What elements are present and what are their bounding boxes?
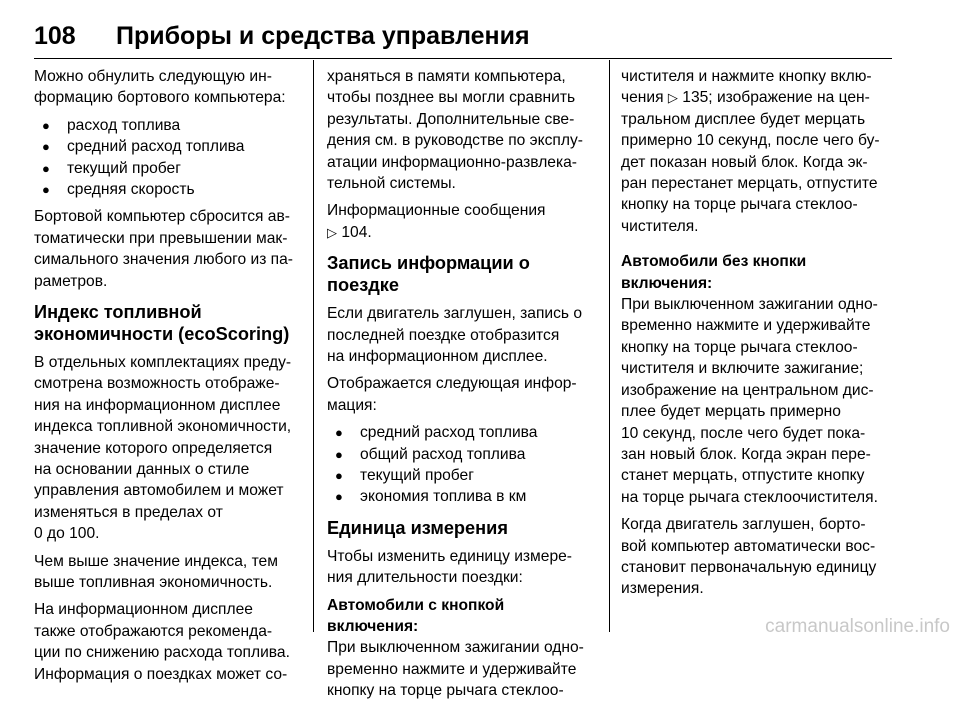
unit-heading: Единица измерения <box>327 517 508 538</box>
reset-note: Бортовой компьютер сбросится ав- томатически при превышении мак- симального значения любого из па- раметров. <box>34 208 293 290</box>
with-button-label: Автомобили с кнопкой включения: <box>327 596 505 636</box>
trip-list <box>327 422 597 508</box>
list-item: ● средняя скорость <box>34 179 302 200</box>
watermark: carmanualsonline.info <box>765 616 950 637</box>
page-header <box>34 22 894 58</box>
without-button-label: Автомобили без кнопки включения: <box>621 253 807 292</box>
reset-intro: Можно обнулить следующую ин- формацию бортового компьютера: <box>34 68 286 107</box>
bullet-icon: ● <box>335 468 343 484</box>
bullet-icon: ● <box>335 446 343 462</box>
bullet-icon: ● <box>42 181 50 197</box>
list-item: ● текущий пробег <box>34 158 302 179</box>
with-button-paragraph: Автомобили с кнопкой включения: При выключенном зажигании одно- временно нажмите и удерживайте кнопку на торце рычага стеклоо- <box>327 596 584 700</box>
column-divider <box>609 60 610 632</box>
trip-heading: Запись информации о поездке <box>327 253 530 296</box>
eco-heading: Индекс топливной экономичности (ecoScoring) <box>34 302 290 344</box>
bullet-icon: ● <box>42 117 50 133</box>
eco-paragraph: На информационном дисплее также отображаются рекоменда- ции по снижению расхода топлива. Информация о поездках может со- <box>34 601 290 683</box>
header-rule <box>34 58 892 59</box>
column-2 <box>327 66 597 708</box>
list-item: ● текущий пробег <box>327 465 597 486</box>
continued-paragraph: чистителя и нажмите кнопку вклю- чения ▷ 135; изображение на цен- тральном дисплее будет мерцать примерно 10 секунд, после чего бу- дет показан новый блок. Когда эк- ран перестанет мерцать, отпустите кнопку на торце рычага стеклоо- чистителя. <box>621 68 880 235</box>
list-item: ● расход топлива <box>34 115 302 136</box>
reference-arrow-icon: ▷ <box>667 90 678 106</box>
eco-paragraph: В отдельных комплектациях преду- смотрена возможность отображе- ния на информационном дисплее индекса топливной экономичности, значение которого определяется на основании данных о стиле управления автомобилем и может изменяться в пределах от 0 до 100. <box>34 354 292 543</box>
bullet-icon: ● <box>42 139 50 155</box>
trip-paragraph: Если двигатель заглушен, запись о последней поездке отобразится на информационном дисплее. <box>327 305 583 366</box>
page-number: 108 <box>34 22 76 50</box>
bullet-icon: ● <box>335 425 343 441</box>
bullet-icon: ● <box>42 160 50 176</box>
without-button-paragraph: Автомобили без кнопки включения: При выключенном зажигании одно- временно нажмите и удерживайте кнопку на торце рычага стеклоо- чистителя и включите зажигание; изображение на центральном дис- плее будет мерцать примерно 10 секунд, после чего будет пока- зан новый блок. Когда экран пере- станет мерцать, отпустите кнопку на торце рычага стеклоочистителя. <box>621 253 878 506</box>
continued-paragraph: храняться в памяти компьютера, чтобы позднее вы могли сравнить результаты. Дополнительные све- дения см. в руководстве по эксплу- атации информационно-развлека- тельной системы. <box>327 68 583 193</box>
trip-shown: Отображается следующая инфор- мация: <box>327 375 577 414</box>
page-reference[interactable]: 104. <box>341 223 372 241</box>
reference-arrow-icon: ▷ <box>327 224 337 240</box>
bullet-icon: ● <box>335 489 343 505</box>
column-3 <box>621 66 893 606</box>
list-item: ● экономия топлива в км <box>327 486 597 507</box>
page-title: Приборы и средства управления <box>116 22 530 50</box>
final-paragraph: Когда двигатель заглушен, борто- вой компьютер автоматически вос- становит первоначальную единицу измерения. <box>621 516 877 598</box>
column-1 <box>34 66 302 691</box>
list-item: ● общий расход топлива <box>327 444 597 465</box>
list-item: ● средний расход топлива <box>327 422 597 443</box>
info-messages-ref: Информационные сообщения ▷ 104. <box>327 202 546 241</box>
unit-paragraph: Чтобы изменить единицу измере- ния длительности поездки: <box>327 547 572 587</box>
column-divider <box>313 60 314 632</box>
reset-list <box>34 115 302 201</box>
eco-paragraph: Чем выше значение индекса, тем выше топливная экономичность. <box>34 552 278 592</box>
list-item: ● средний расход топлива <box>34 136 302 157</box>
